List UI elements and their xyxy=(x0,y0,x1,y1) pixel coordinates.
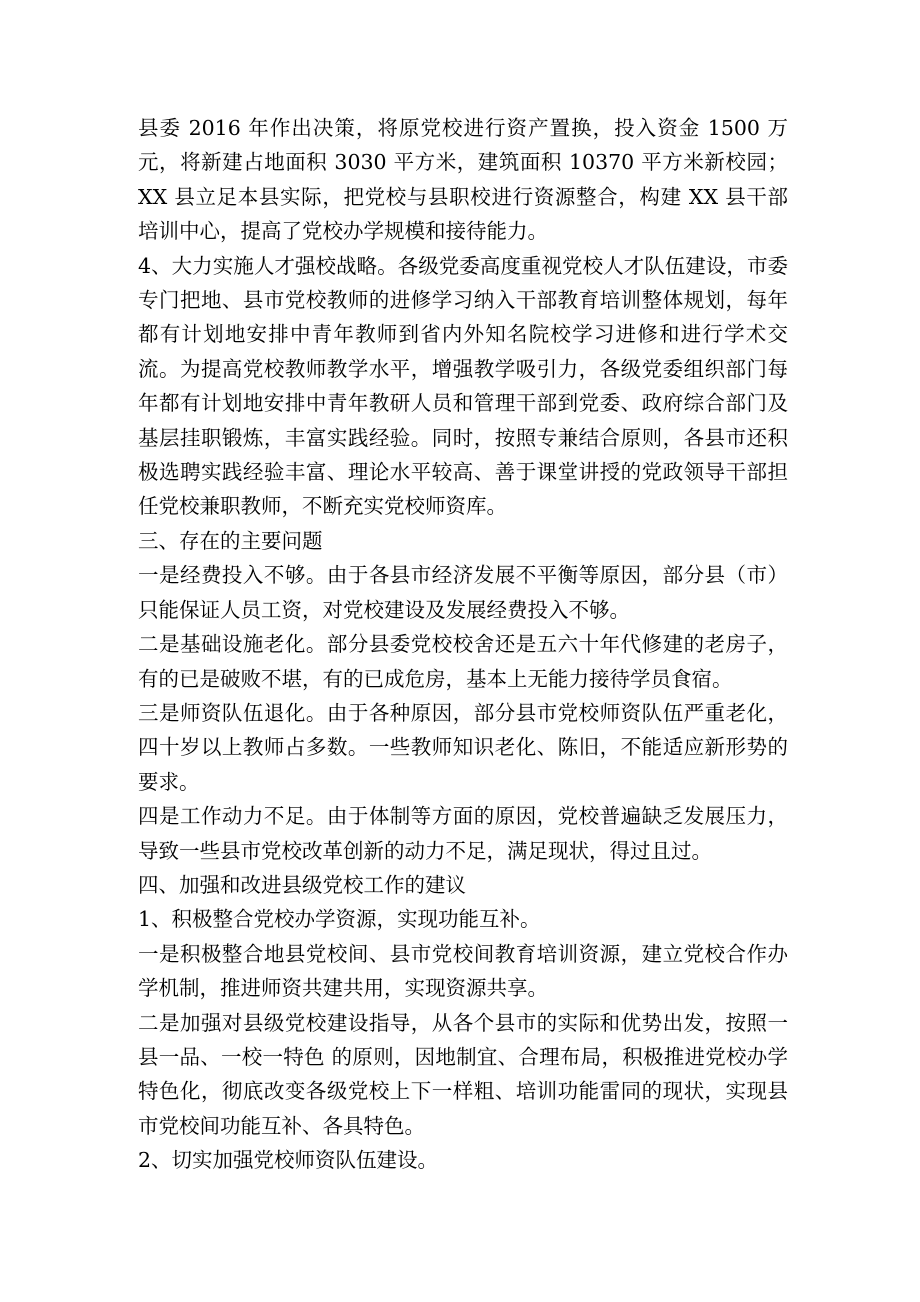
paragraph-7: 四是工作动力不足。由于体制等方面的原因，党校普遍缺乏发展压力，导致一些县市党校改革创新的动力不足，满足现状，得过且过。 xyxy=(138,804,788,863)
subheading-1: 1、积极整合党校办学资源，实现功能互补。 xyxy=(138,907,541,932)
paragraph-10: 一是积极整合地县党校间、县市党校间教育培训资源，建立党校合作办学机制，推进师资共建共用，实现资源共享。 xyxy=(138,941,788,1001)
paragraph-4: 一是经费投入不够。由于各县市经济发展不平衡等原因，部分县（市）只能保证人员工资，对党校建设及发展经费投入不够。 xyxy=(138,563,788,622)
section-heading-4: 四、加强和改进县级党校工作的建议 xyxy=(138,872,466,897)
paragraph-1: 县委 2016 年作出决策，将原党校进行资产置换，投入资金 1500 万元，将新建占地面积 3030 平方米，建筑面积 10370 平方米新校园；XX 县立足本县实际，把党校与县职校进行资源整合，构建 XX 县干部培训中心，提高了党校办学规模和接待能力。 xyxy=(138,116,788,244)
document-body xyxy=(138,111,788,1178)
section-heading-3: 三、存在的主要问题 xyxy=(138,528,323,553)
paragraph-6: 三是师资队伍退化。由于各种原因，部分县市党校师资队伍严重老化，四十岁以上教师占多数。一些教师知识老化、陈旧，不能适应新形势的要求。 xyxy=(138,700,788,794)
subheading-2: 2、切实加强党校师资队伍建设。 xyxy=(138,1148,439,1173)
paragraph-5: 二是基础设施老化。部分县委党校校舍还是五六十年代修建的老房子，有的已是破败不堪，有的已成危房，基本上无能力接待学员食宿。 xyxy=(138,632,788,691)
paragraph-11: 二是加强对县级党校建设指导，从各个县市的实际和优势出发，按照一县一品、一校一特色 的原则，因地制宜、合理布局，积极推进党校办学特色化，彻底改变各级党校上下一样粗、培训功能雷同的现状，实现县市党校间功能互补、各具特色。 xyxy=(138,1010,788,1138)
paragraph-2: 4、大力实施人才强校战略。各级党委高度重视党校人才队伍建设，市委专门把地、县市党校教师的进修学习纳入干部教育培训整体规划，每年都有计划地安排中青年教师到省内外知名院校学习进修和进行学术交流。为提高党校教师教学水平，增强教学吸引力，各级党委组织部门每年都有计划地安排中青年教研人员和管理干部到党委、政府综合部门及基层挂职锻炼，丰富实践经验。同时，按照专兼结合原则，各县市还积极选聘实践经验丰富、理论水平较高、善于课堂讲授的党政领导干部担任党校兼职教师，不断充实党校师资库。 xyxy=(138,253,788,519)
